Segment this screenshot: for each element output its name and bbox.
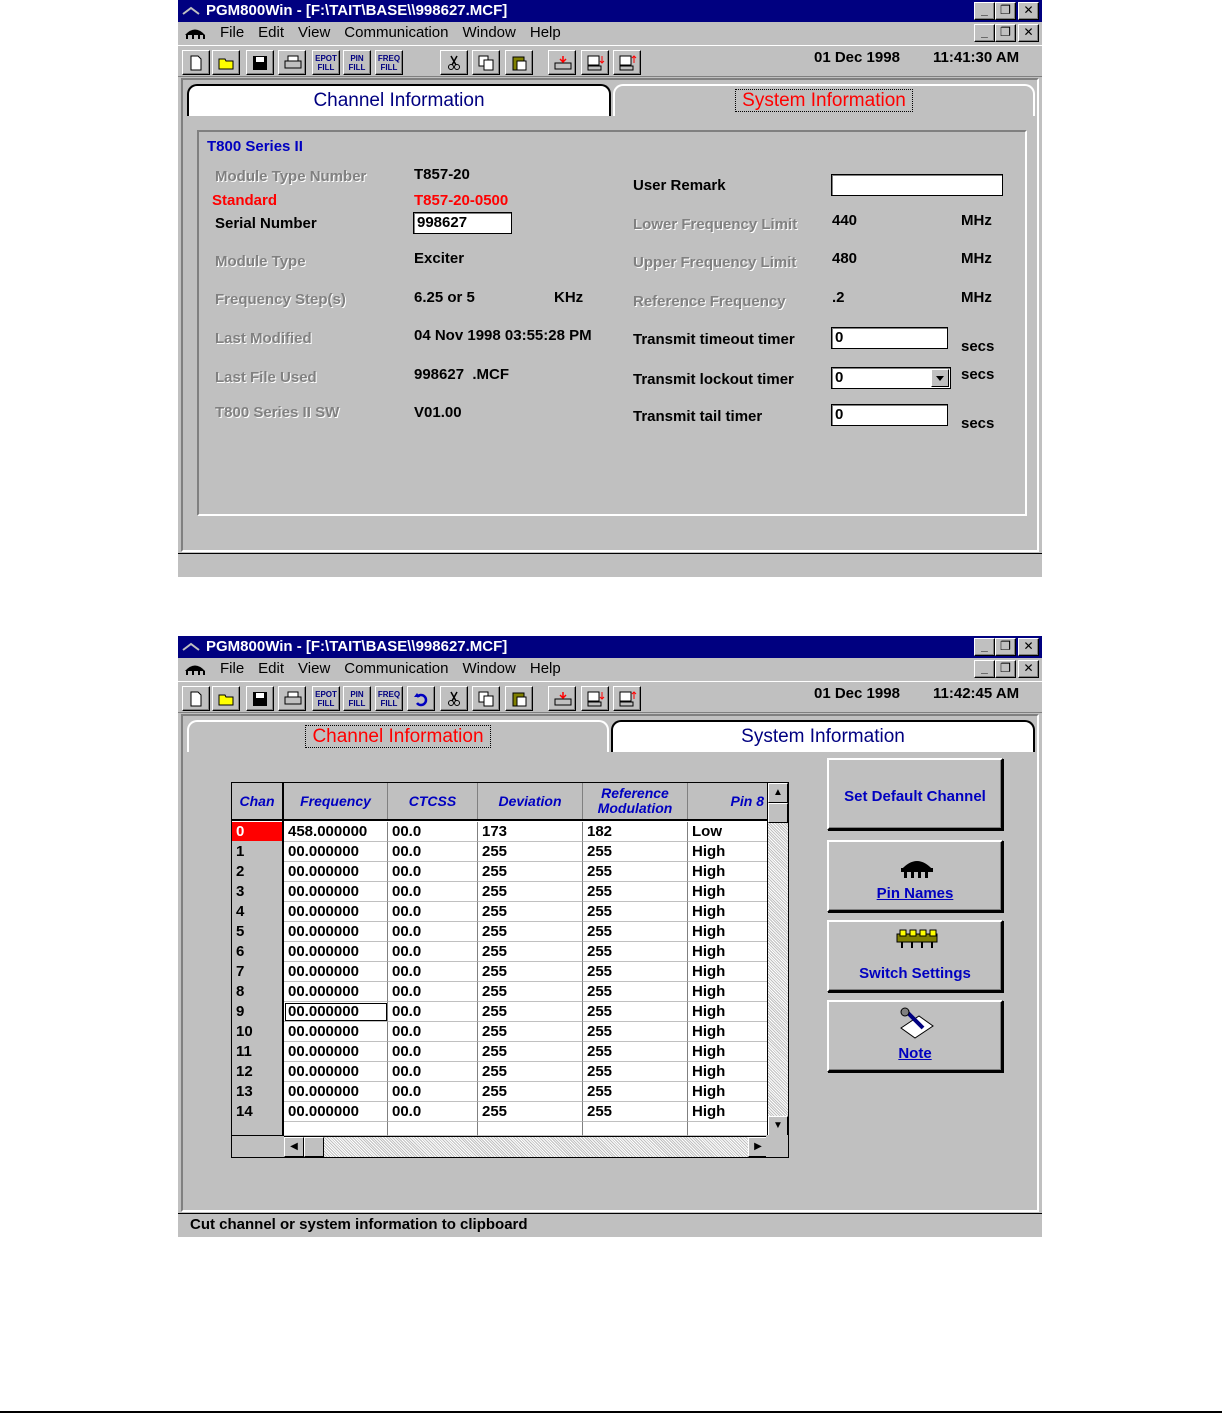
menu-help[interactable]: Help [529, 660, 561, 677]
cell-frequency[interactable]: 00.000000 [284, 862, 388, 882]
cell-pin-8[interactable]: High [688, 1002, 768, 1022]
group-title: T800 Series II [207, 138, 303, 155]
download-button[interactable] [581, 686, 609, 711]
switch-settings-button[interactable]: Switch Settings [827, 920, 1003, 992]
user-remark-label: User Remark [633, 177, 726, 194]
scroll-up-button[interactable]: ▲ [768, 783, 788, 803]
paste-icon [511, 691, 527, 707]
last-modified-label: Last Modified [215, 330, 312, 347]
pin-fill-button[interactable]: PIN FILL [343, 686, 371, 711]
close-button[interactable]: ✕ [1018, 638, 1039, 656]
table-row[interactable] [232, 1022, 768, 1042]
vertical-scrollbar[interactable] [767, 783, 788, 1136]
download-button[interactable] [581, 50, 609, 75]
cut-button[interactable] [440, 50, 468, 75]
mdi-client [181, 78, 1039, 552]
cell-deviation[interactable]: 255 [478, 902, 583, 922]
cell-ctcss[interactable]: 00.0 [388, 902, 478, 922]
cell-deviation[interactable]: 255 [478, 842, 583, 862]
pc-download-icon [587, 55, 605, 71]
print-button[interactable] [278, 686, 306, 711]
cell-chan[interactable]: 3 [232, 882, 284, 902]
cell-deviation[interactable] [478, 1122, 583, 1136]
last-file-value: 998627 .MCF [414, 366, 510, 383]
cell-reference-modulation[interactable]: 255 [583, 1082, 688, 1102]
standard-label: Standard [212, 192, 278, 209]
table-row[interactable] [232, 942, 768, 962]
mdi-client [181, 714, 1039, 1212]
system-menu-icon[interactable] [182, 6, 200, 16]
status-bar [178, 553, 1042, 577]
title-bar [178, 636, 1042, 658]
cell-chan[interactable]: 11 [232, 1042, 284, 1062]
cell-ctcss[interactable]: 00.0 [388, 982, 478, 1002]
reference-frequency-value: .2 [832, 289, 845, 306]
paste-button[interactable] [505, 686, 533, 711]
column-header-frequency[interactable]: Frequency [284, 783, 388, 819]
time-display: 11:42:45 AM [933, 685, 1020, 702]
cell-deviation[interactable]: 255 [478, 1062, 583, 1082]
menu-file[interactable]: File [220, 24, 245, 41]
user-remark-field[interactable] [831, 174, 1003, 196]
read-radio-button[interactable] [548, 50, 576, 75]
table-row[interactable] [232, 842, 768, 862]
reference-frequency-unit: MHz [961, 289, 992, 306]
copy-button[interactable] [472, 686, 500, 711]
restore-button[interactable]: ❐ [995, 638, 1016, 656]
cell-frequency[interactable]: 00.000000 [284, 1022, 388, 1042]
cell-frequency[interactable]: 00.000000 [284, 1042, 388, 1062]
cell-reference-modulation[interactable]: 182 [583, 822, 688, 842]
copy-button[interactable] [472, 50, 500, 75]
table-row[interactable] [232, 962, 768, 982]
cell-pin-8[interactable]: High [688, 1062, 768, 1082]
column-header-deviation[interactable]: Deviation [478, 783, 583, 819]
column-header-reference-modulation[interactable]: Reference Modulation [583, 783, 688, 819]
system-info-window [178, 0, 1042, 577]
toolbar [178, 681, 1042, 713]
copy-icon [478, 691, 494, 707]
scroll-left-button[interactable]: ◀ [284, 1137, 304, 1157]
cell-reference-modulation[interactable]: 255 [583, 982, 688, 1002]
minimize-button[interactable]: _ [974, 638, 995, 656]
freq-fill-button[interactable]: FREQ FILL [375, 50, 403, 75]
save-button[interactable] [246, 50, 274, 75]
menu-bar [178, 658, 1042, 680]
cell-chan[interactable]: 12 [232, 1062, 284, 1082]
time-display: 11:41:30 AM [933, 49, 1020, 66]
toolbar [178, 45, 1042, 77]
menu-edit[interactable]: Edit [258, 660, 285, 677]
undo-button[interactable] [407, 686, 435, 711]
pc-download-icon [587, 691, 605, 707]
tx-timeout-unit: secs [961, 338, 995, 355]
date-display: 01 Dec 1998 [814, 685, 900, 702]
menu-bar [178, 22, 1042, 44]
cell-ctcss[interactable]: 00.0 [388, 922, 478, 942]
cell-ctcss[interactable]: 00.0 [388, 962, 478, 982]
cell-ctcss[interactable]: 00.0 [388, 862, 478, 882]
cell-ctcss[interactable]: 00.0 [388, 1042, 478, 1062]
frequency-step-label: Frequency Step(s) [215, 291, 346, 308]
cell-pin-8[interactable]: High [688, 842, 768, 862]
tab-channel-information[interactable]: Channel Information [187, 720, 609, 752]
table-row[interactable] [232, 1082, 768, 1102]
window-title: PGM800Win - [F:\TAIT\BASE\\998627.MCF] [206, 2, 508, 19]
tx-tail-unit: secs [961, 415, 995, 432]
scroll-thumb[interactable] [768, 803, 788, 823]
open-button[interactable] [212, 50, 240, 75]
cell-chan[interactable]: 13 [232, 1082, 284, 1102]
cell-deviation[interactable]: 255 [478, 1042, 583, 1062]
cell-ctcss[interactable]: 00.0 [388, 842, 478, 862]
cell-pin-8[interactable]: High [688, 922, 768, 942]
tx-timeout-field[interactable]: 0 [831, 327, 948, 349]
cell-chan[interactable]: 6 [232, 942, 284, 962]
cell-chan[interactable]: 14 [232, 1102, 284, 1122]
horizontal-scrollbar[interactable] [284, 1136, 768, 1157]
print-icon [284, 55, 302, 71]
cell-frequency[interactable]: 00.000000 [284, 902, 388, 922]
cell-frequency[interactable]: 00.000000 [284, 1102, 388, 1122]
doc-close-button[interactable]: ✕ [1018, 660, 1039, 678]
column-header-chan[interactable]: Chan [232, 783, 284, 819]
cell-ctcss[interactable]: 00.0 [388, 1102, 478, 1122]
app-chip-icon[interactable] [183, 662, 207, 676]
cell-ctcss[interactable]: 00.0 [388, 1022, 478, 1042]
column-header-ctcss[interactable]: CTCSS [388, 783, 478, 819]
set-default-channel-button[interactable]: Set Default Channel [827, 758, 1003, 830]
print-button[interactable] [278, 50, 306, 75]
cell-reference-modulation[interactable]: 255 [583, 1042, 688, 1062]
chevron-down-icon[interactable] [931, 369, 949, 387]
cell-deviation[interactable]: 255 [478, 1082, 583, 1102]
epot-fill-button[interactable]: EPOT FILL [312, 686, 340, 711]
pin-fill-button[interactable]: PIN FILL [343, 50, 371, 75]
serial-number-label: Serial Number [215, 215, 317, 232]
cut-scissors-icon [446, 55, 462, 71]
menu-view[interactable]: View [298, 24, 331, 41]
date-display: 01 Dec 1998 [814, 49, 900, 66]
cell-reference-modulation[interactable]: 255 [583, 862, 688, 882]
cell-chan[interactable]: 4 [232, 902, 284, 922]
cell-deviation[interactable]: 255 [478, 882, 583, 902]
cell-pin-8[interactable]: High [688, 1022, 768, 1042]
system-menu-icon[interactable] [182, 642, 200, 652]
cell-chan[interactable]: 2 [232, 862, 284, 882]
cell-reference-modulation[interactable]: 255 [583, 942, 688, 962]
frequency-step-unit: KHz [554, 289, 584, 306]
chip-icon [897, 852, 937, 880]
print-icon [284, 691, 302, 707]
grid-header [232, 783, 768, 821]
hscroll-thumb[interactable] [304, 1137, 324, 1157]
module-type-number-value: T857-20 [414, 166, 470, 183]
cell-deviation[interactable]: 255 [478, 962, 583, 982]
frequency-step-value: 6.25 or 5 [414, 289, 475, 306]
cell-reference-modulation[interactable]: 255 [583, 962, 688, 982]
cell-ctcss[interactable] [388, 1122, 478, 1136]
cut-scissors-icon [446, 691, 462, 707]
copy-icon [478, 55, 494, 71]
menu-edit[interactable]: Edit [258, 24, 285, 41]
title-bar [178, 0, 1042, 22]
scroll-right-button[interactable]: ▶ [748, 1137, 768, 1157]
save-disk-icon [252, 691, 268, 707]
cell-ctcss[interactable]: 00.0 [388, 942, 478, 962]
open-folder-icon [218, 55, 236, 71]
cell-pin-8[interactable] [688, 1122, 768, 1136]
upper-frequency-unit: MHz [961, 250, 992, 267]
cell-pin-8[interactable]: High [688, 862, 768, 882]
doc-close-button[interactable]: ✕ [1018, 24, 1039, 42]
cell-pin-8[interactable]: High [688, 1042, 768, 1062]
cell-pin-8[interactable]: Low [688, 822, 768, 842]
cell-ctcss[interactable]: 00.0 [388, 1082, 478, 1102]
cell-reference-modulation[interactable]: 255 [583, 1102, 688, 1122]
menu-window[interactable]: Window [462, 24, 516, 41]
cell-chan[interactable]: 7 [232, 962, 284, 982]
note-pen-icon [897, 1006, 937, 1040]
menu-communication[interactable]: Communication [344, 24, 449, 41]
tx-lockout-select[interactable]: 0 [831, 367, 951, 389]
cell-deviation[interactable]: 255 [478, 862, 583, 882]
cell-ctcss[interactable]: 00.0 [388, 1062, 478, 1082]
table-row[interactable] [232, 982, 768, 1002]
menu-communication[interactable]: Communication [344, 660, 449, 677]
cell-reference-modulation[interactable]: 255 [583, 1062, 688, 1082]
table-row[interactable] [232, 882, 768, 902]
cell-deviation[interactable]: 255 [478, 982, 583, 1002]
cell-pin-8[interactable]: High [688, 902, 768, 922]
tab-system-information[interactable]: System Information [611, 720, 1035, 752]
module-type-value: Exciter [414, 250, 465, 267]
freq-fill-button[interactable]: FREQ FILL [375, 686, 403, 711]
cell-frequency[interactable] [284, 1122, 388, 1136]
open-button[interactable] [212, 686, 240, 711]
table-row[interactable] [232, 1002, 768, 1022]
cell-frequency[interactable]: 00.000000 [284, 882, 388, 902]
pin-names-button[interactable]: Pin Names [827, 840, 1003, 912]
table-row[interactable] [232, 1042, 768, 1062]
note-button[interactable]: Note [827, 1000, 1003, 1072]
system-info-panel [197, 130, 1027, 516]
status-bar: Cut channel or system information to clipboard [178, 1213, 1042, 1237]
cell-pin-8[interactable]: High [688, 1082, 768, 1102]
cell-deviation[interactable]: 255 [478, 942, 583, 962]
cut-button[interactable] [440, 686, 468, 711]
cell-reference-modulation[interactable]: 255 [583, 922, 688, 942]
cell-frequency[interactable]: 00.000000 [284, 942, 388, 962]
cell-chan[interactable]: 0 [232, 822, 284, 842]
channel-grid[interactable] [231, 782, 789, 1158]
cell-deviation[interactable]: 173 [478, 822, 583, 842]
doc-restore-button[interactable]: ❐ [995, 24, 1016, 42]
cell-chan[interactable]: 8 [232, 982, 284, 1002]
paste-button[interactable] [505, 50, 533, 75]
doc-restore-button[interactable]: ❐ [995, 660, 1016, 678]
cell-chan[interactable]: 9 [232, 1002, 284, 1022]
cell-pin-8[interactable]: High [688, 1102, 768, 1122]
page-rule [0, 1411, 1222, 1413]
upper-frequency-value: 480 [832, 250, 858, 267]
close-button[interactable]: ✕ [1018, 2, 1039, 20]
standard-value: T857-20-0500 [414, 192, 509, 209]
tx-lockout-label: Transmit lockout timer [633, 371, 794, 388]
tab-channel-information[interactable]: Channel Information [187, 84, 611, 116]
table-row[interactable] [232, 1062, 768, 1082]
tx-lockout-unit: secs [961, 366, 995, 383]
column-header-pin-8[interactable]: Pin 8 [730, 792, 764, 809]
sw-version-label: T800 Series II SW [215, 404, 340, 421]
radio-read-icon [554, 691, 572, 707]
lower-frequency-unit: MHz [961, 212, 992, 229]
cell-frequency[interactable]: 458.000000 [284, 822, 388, 842]
tab-system-information[interactable]: System Information [613, 84, 1035, 116]
open-folder-icon [218, 691, 236, 707]
pc-upload-icon [619, 55, 637, 71]
table-row[interactable] [232, 902, 768, 922]
minimize-button[interactable]: _ [974, 2, 995, 20]
cell-reference-modulation[interactable]: 255 [583, 902, 688, 922]
new-button[interactable] [182, 50, 210, 75]
cell-ctcss[interactable]: 00.0 [388, 822, 478, 842]
cell-chan[interactable]: 1 [232, 842, 284, 862]
save-button[interactable] [246, 686, 274, 711]
upload-button[interactable] [613, 50, 641, 75]
tx-tail-field[interactable]: 0 [831, 404, 948, 426]
cell-chan[interactable] [232, 1122, 284, 1136]
cell-frequency[interactable]: 00.000000 [284, 1082, 388, 1102]
cell-deviation[interactable]: 255 [478, 1002, 583, 1022]
cell-ctcss[interactable]: 00.0 [388, 1002, 478, 1022]
table-row[interactable] [232, 822, 768, 842]
cell-pin-8[interactable]: High [688, 942, 768, 962]
module-type-label: Module Type [215, 253, 306, 270]
upload-button[interactable] [613, 686, 641, 711]
cell-deviation[interactable]: 255 [478, 1102, 583, 1122]
upper-frequency-label: Upper Frequency Limit [633, 254, 797, 271]
cell-ctcss[interactable]: 00.0 [388, 882, 478, 902]
new-file-icon [188, 55, 204, 71]
cell-reference-modulation[interactable]: 255 [583, 842, 688, 862]
new-button[interactable] [182, 686, 210, 711]
cell-pin-8[interactable]: High [688, 962, 768, 982]
menu-file[interactable]: File [220, 660, 245, 677]
pc-upload-icon [619, 691, 637, 707]
menu-view[interactable]: View [298, 660, 331, 677]
channel-info-window [178, 636, 1042, 1237]
new-file-icon [188, 691, 204, 707]
cell-reference-modulation[interactable]: 255 [583, 882, 688, 902]
tx-tail-label: Transmit tail timer [633, 408, 763, 425]
cell-frequency[interactable]: 00.000000 [284, 1002, 388, 1022]
app-chip-icon[interactable] [183, 26, 207, 40]
cell-pin-8[interactable]: High [688, 882, 768, 902]
cell-frequency[interactable]: 00.000000 [284, 962, 388, 982]
cell-pin-8[interactable]: High [688, 982, 768, 1002]
cell-frequency[interactable]: 00.000000 [284, 1062, 388, 1082]
reference-frequency-label: Reference Frequency [633, 293, 786, 310]
cell-frequency[interactable]: 00.000000 [284, 982, 388, 1002]
cell-reference-modulation[interactable]: 255 [583, 1022, 688, 1042]
serial-number-field[interactable]: 998627 [413, 212, 512, 234]
table-row[interactable] [232, 922, 768, 942]
scroll-down-button[interactable]: ▼ [768, 1116, 788, 1136]
window-title: PGM800Win - [F:\TAIT\BASE\\998627.MCF] [206, 638, 508, 655]
table-row[interactable] [232, 862, 768, 882]
lower-frequency-value: 440 [832, 212, 858, 229]
menu-window[interactable]: Window [462, 660, 516, 677]
cell-chan[interactable]: 10 [232, 1022, 284, 1042]
undo-icon [413, 691, 429, 707]
cell-frequency[interactable]: 00.000000 [284, 922, 388, 942]
cell-deviation[interactable]: 255 [478, 1022, 583, 1042]
last-file-label: Last File Used [215, 369, 317, 386]
save-disk-icon [252, 55, 268, 71]
doc-minimize-button[interactable]: _ [974, 24, 995, 42]
tx-timeout-label: Transmit timeout timer [633, 331, 795, 348]
cell-reference-modulation[interactable]: 255 [583, 1002, 688, 1022]
switch-icon [895, 928, 939, 950]
cell-chan[interactable]: 5 [232, 922, 284, 942]
last-modified-value: 04 Nov 1998 03:55:28 PM [414, 327, 592, 344]
paste-icon [511, 55, 527, 71]
module-type-number-label: Module Type Number [215, 168, 367, 185]
table-row[interactable] [232, 1102, 768, 1122]
menu-help[interactable]: Help [529, 24, 561, 41]
cell-deviation[interactable]: 255 [478, 922, 583, 942]
sw-version-value: V01.00 [414, 404, 462, 421]
restore-button[interactable]: ❐ [995, 2, 1016, 20]
doc-minimize-button[interactable]: _ [974, 660, 995, 678]
read-radio-button[interactable] [548, 686, 576, 711]
cell-reference-modulation[interactable] [583, 1122, 688, 1136]
cell-frequency[interactable]: 00.000000 [284, 842, 388, 862]
lower-frequency-label: Lower Frequency Limit [633, 216, 798, 233]
radio-read-icon [554, 55, 572, 71]
epot-fill-button[interactable]: EPOT FILL [312, 50, 340, 75]
